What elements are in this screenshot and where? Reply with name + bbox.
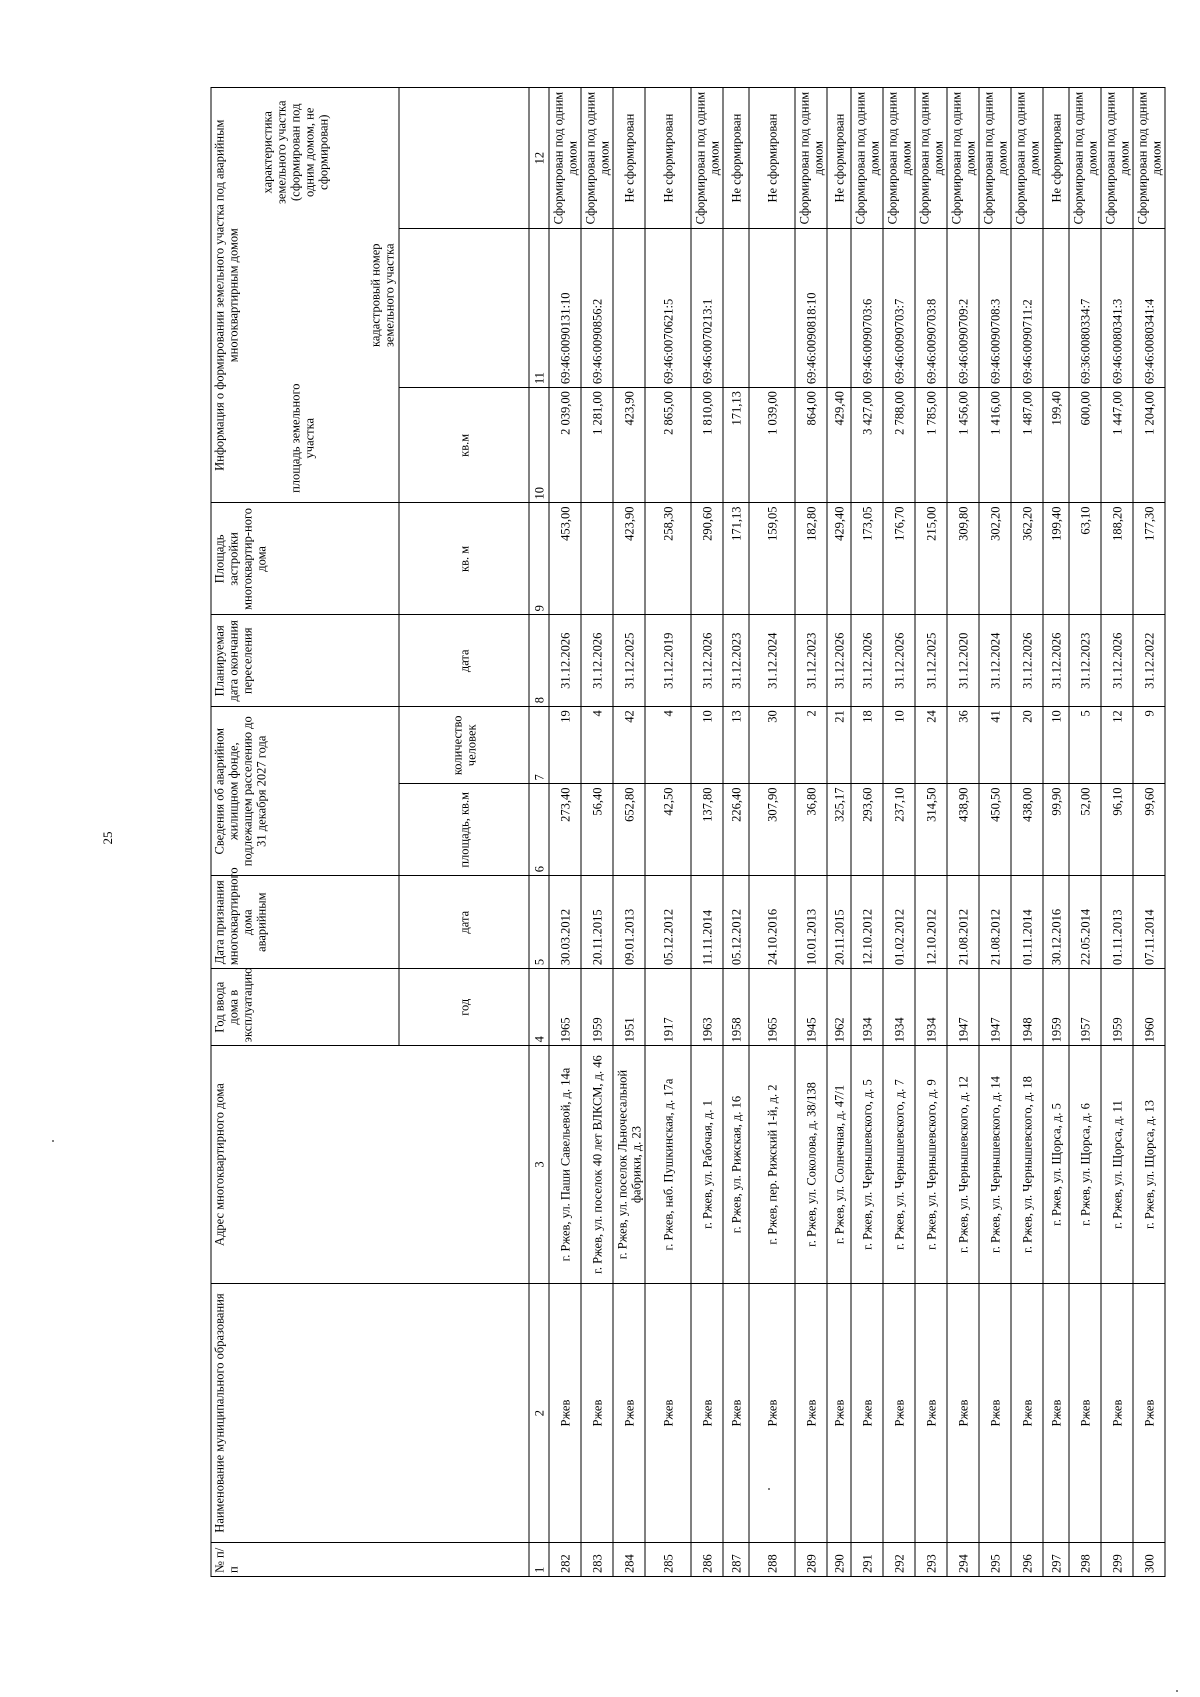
address-cell: г. Ржев, пер. Рижский 1-й, д. 2: [749, 1046, 795, 1283]
table-row: [749, 88, 795, 1577]
year-cell: 1959: [1101, 969, 1133, 1046]
building-area-cell: 159,05: [749, 503, 795, 615]
people-cell: 30: [749, 707, 795, 784]
row-number: 293: [915, 1543, 947, 1577]
header-year: Год ввода дома в эксплуатацию: [211, 969, 399, 1046]
plan-date-cell: 31.12.2026: [549, 615, 581, 707]
unit-status-empty: [399, 88, 529, 229]
address-cell: г. Ржев, ул. Чернышевского, д. 14: [979, 1046, 1011, 1283]
address-cell: г. Ржев, ул. Рабочая, д. 1: [691, 1046, 723, 1283]
cadastral-number-cell: 69:46:0070621:5: [645, 229, 691, 388]
plan-date-cell: 31.12.2022: [1133, 615, 1165, 707]
cadastral-number-cell: 69:46:0090818:10: [795, 229, 827, 388]
header-emergency-date: Дата признания многоквартирного дома аварийным: [211, 876, 399, 969]
year-cell: 1959: [1043, 969, 1069, 1046]
plan-date-cell: 31.12.2024: [749, 615, 795, 707]
land-area-cell: 171,13: [723, 388, 749, 503]
cadastral-number-cell: 69:36:0080334:7: [1069, 229, 1101, 388]
emergency-date-cell: 07.11.2014: [1133, 876, 1165, 969]
building-area-cell: 423,90: [613, 503, 645, 615]
land-status-cell: Сформирован под одним домом: [549, 88, 581, 229]
area-cell: 42,50: [645, 784, 691, 876]
land-status-cell: Сформирован под одним домом: [979, 88, 1011, 229]
land-status-cell: Сформирован под одним домом: [1011, 88, 1043, 229]
row-number: 299: [1101, 1543, 1133, 1577]
year-cell: 1962: [827, 969, 851, 1046]
row-number: 297: [1043, 1543, 1069, 1577]
municipality-cell: Ржев: [691, 1283, 723, 1543]
row-number: 289: [795, 1543, 827, 1577]
column-number: 4: [529, 969, 549, 1046]
year-cell: 1963: [691, 969, 723, 1046]
land-status-cell: Сформирован под одним домом: [691, 88, 723, 229]
table-row: [613, 88, 645, 1577]
row-number: 290: [827, 1543, 851, 1577]
emergency-date-cell: 09.01.2013: [613, 876, 645, 969]
table-row: [691, 88, 723, 1577]
unit-building-area: кв. м: [399, 503, 529, 615]
column-number: 2: [529, 1283, 549, 1543]
municipality-cell: Ржев: [749, 1283, 795, 1543]
land-status-cell: Сформирован под одним домом: [851, 88, 883, 229]
plan-date-cell: 31.12.2026: [827, 615, 851, 707]
year-cell: 1934: [883, 969, 915, 1046]
land-area-cell: 1 785,00: [915, 388, 947, 503]
municipality-cell: Ржев: [723, 1283, 749, 1543]
people-cell: 9: [1133, 707, 1165, 784]
land-status-cell: Сформирован под одним домом: [1101, 88, 1133, 229]
emergency-date-cell: 11.11.2014: [691, 876, 723, 969]
land-status-cell: Не сформирован: [645, 88, 691, 229]
header-land-area: площадь земельного участка: [288, 383, 317, 493]
year-cell: 1965: [549, 969, 581, 1046]
people-cell: 10: [1043, 707, 1069, 784]
row-number: 284: [613, 1543, 645, 1577]
plan-date-cell: 31.12.2023: [795, 615, 827, 707]
header-land-subtable: [249, 91, 398, 499]
area-cell: 307,90: [749, 784, 795, 876]
table-row: [883, 88, 915, 1577]
address-cell: г. Ржев, наб. Пушкинская, д. 17а: [645, 1046, 691, 1283]
building-area-cell: 309,80: [947, 503, 979, 615]
table-row: [795, 88, 827, 1577]
unit-area: площадь, кв.м: [399, 784, 529, 876]
emergency-date-cell: 10.01.2013: [795, 876, 827, 969]
emergency-date-cell: 12.10.2012: [851, 876, 883, 969]
building-area-cell: 182,80: [795, 503, 827, 615]
emergency-date-cell: 30.12.2016: [1043, 876, 1069, 969]
building-area-cell: 177,30: [1133, 503, 1165, 615]
row-number: 288: [749, 1543, 795, 1577]
year-cell: 1934: [915, 969, 947, 1046]
cadastral-number-cell: [749, 229, 795, 388]
row-number: 286: [691, 1543, 723, 1577]
cadastral-number-cell: 69:46:0090856:2: [581, 229, 613, 388]
year-cell: 1960: [1133, 969, 1165, 1046]
plan-date-cell: 31.12.2025: [915, 615, 947, 707]
land-status-cell: Сформирован под одним домом: [947, 88, 979, 229]
land-area-cell: 3 427,00: [851, 388, 883, 503]
municipality-cell: Ржев: [1101, 1283, 1133, 1543]
building-area-cell: 188,20: [1101, 503, 1133, 615]
column-number: 5: [529, 876, 549, 969]
plan-date-cell: 31.12.2026: [851, 615, 883, 707]
rotated-page-content: [211, 87, 1163, 1577]
table-row: [723, 88, 749, 1577]
row-number: 291: [851, 1543, 883, 1577]
row-number: 282: [549, 1543, 581, 1577]
municipality-cell: Ржев: [613, 1283, 645, 1543]
table-row: [827, 88, 851, 1577]
area-cell: 56,40: [581, 784, 613, 876]
building-area-cell: 290,60: [691, 503, 723, 615]
plan-date-cell: 31.12.2026: [581, 615, 613, 707]
land-status-cell: Не сформирован: [723, 88, 749, 229]
emergency-date-cell: 22.05.2014: [1069, 876, 1101, 969]
area-cell: 96,10: [1101, 784, 1133, 876]
cadastral-number-cell: 69:46:0070213:1: [691, 229, 723, 388]
cadastral-number-cell: 69:46:0090708:3: [979, 229, 1011, 388]
cadastral-number-cell: [613, 229, 645, 388]
year-cell: 1948: [1011, 969, 1043, 1046]
column-number-row: [529, 88, 549, 1577]
unit-year: год: [399, 969, 529, 1046]
cadastral-number-cell: 69:46:0090711:2: [1011, 229, 1043, 388]
land-area-cell: 2 788,00: [883, 388, 915, 503]
people-cell: 19: [549, 707, 581, 784]
building-area-cell: 362,20: [1011, 503, 1043, 615]
emergency-date-cell: 01.11.2013: [1101, 876, 1133, 969]
people-cell: 2: [795, 707, 827, 784]
municipality-cell: Ржев: [915, 1283, 947, 1543]
area-cell: 52,00: [1069, 784, 1101, 876]
row-number: 292: [883, 1543, 915, 1577]
building-area-cell: 63,10: [1069, 503, 1101, 615]
address-cell: г. Ржев, ул. Соколова, д. 38/138: [795, 1046, 827, 1283]
row-number: 300: [1133, 1543, 1165, 1577]
year-cell: 1934: [851, 969, 883, 1046]
area-cell: 237,10: [883, 784, 915, 876]
municipality-cell: Ржев: [1069, 1283, 1101, 1543]
address-cell: г. Ржев, ул. Рижская, д. 16: [723, 1046, 749, 1283]
address-cell: г. Ржев, ул. Щорса, д. 11: [1101, 1046, 1133, 1283]
municipality-cell: Ржев: [645, 1283, 691, 1543]
column-number: 12: [529, 88, 549, 229]
table-row: [1069, 88, 1101, 1577]
municipality-cell: Ржев: [795, 1283, 827, 1543]
column-number: 3: [529, 1046, 549, 1283]
people-cell: 5: [1069, 707, 1101, 784]
emergency-date-cell: 20.11.2015: [827, 876, 851, 969]
plan-date-cell: 31.12.2026: [1043, 615, 1069, 707]
address-cell: г. Ржев, ул. Щорса, д. 5: [1043, 1046, 1069, 1283]
table-row: [979, 88, 1011, 1577]
people-cell: 10: [883, 707, 915, 784]
table-row: [1133, 88, 1165, 1577]
land-status-cell: Не сформирован: [749, 88, 795, 229]
row-number: 287: [723, 1543, 749, 1577]
building-area-cell: 453,00: [549, 503, 581, 615]
unit-date: дата: [399, 876, 529, 969]
area-cell: 438,90: [947, 784, 979, 876]
plan-date-cell: 31.12.2025: [613, 615, 645, 707]
column-number: 9: [529, 503, 549, 615]
municipality-cell: Ржев: [1133, 1283, 1165, 1543]
plan-date-cell: 31.12.2024: [979, 615, 1011, 707]
municipality-cell: Ржев: [1011, 1283, 1043, 1543]
land-area-cell: 2 039,00: [549, 388, 581, 503]
unit-cadastral-empty: [399, 229, 529, 388]
table-row: [947, 88, 979, 1577]
municipality-cell: Ржев: [1043, 1283, 1069, 1543]
municipality-cell: Ржев: [549, 1283, 581, 1543]
emergency-housing-table: [211, 87, 1166, 1577]
area-cell: 99,60: [1133, 784, 1165, 876]
land-status-cell: Не сформирован: [613, 88, 645, 229]
cadastral-number-cell: 69:46:0090131:10: [549, 229, 581, 388]
address-cell: г. Ржев, ул. поселок 40 лет ВЛКСМ, д. 46: [581, 1046, 613, 1283]
land-status-cell: Не сформирован: [1043, 88, 1069, 229]
building-area-cell: 199,40: [1043, 503, 1069, 615]
area-cell: 99,90: [1043, 784, 1069, 876]
cadastral-number-cell: 69:46:0090703:6: [851, 229, 883, 388]
emergency-date-cell: 05.12.2012: [723, 876, 749, 969]
people-cell: 20: [1011, 707, 1043, 784]
plan-date-cell: 31.12.2020: [947, 615, 979, 707]
land-area-cell: 1 204,00: [1133, 388, 1165, 503]
table-row: [645, 88, 691, 1577]
year-cell: 1945: [795, 969, 827, 1046]
year-cell: 1965: [749, 969, 795, 1046]
column-number: 6: [529, 784, 549, 876]
land-area-cell: 600,00: [1069, 388, 1101, 503]
page-number: 25: [100, 831, 115, 845]
plan-date-cell: 31.12.2023: [723, 615, 749, 707]
address-cell: г. Ржев, ул. Чернышевского, д. 18: [1011, 1046, 1043, 1283]
emergency-date-cell: 12.10.2012: [915, 876, 947, 969]
people-cell: 12: [1101, 707, 1133, 784]
people-cell: 4: [581, 707, 613, 784]
year-cell: 1947: [947, 969, 979, 1046]
address-cell: г. Ржев, ул. Паши Савельевой, д. 14а: [549, 1046, 581, 1283]
building-area-cell: 429,40: [827, 503, 851, 615]
cadastral-number-cell: 69:46:0090703:8: [915, 229, 947, 388]
building-area-cell: 215,00: [915, 503, 947, 615]
people-cell: 18: [851, 707, 883, 784]
unit-plan-date: дата: [399, 615, 529, 707]
cadastral-number-cell: 69:46:0080341:4: [1133, 229, 1165, 388]
header-land-info-title: Информация о формировании земельного участка под аварийным многоквартирным домом: [212, 119, 241, 471]
municipality-cell: Ржев: [851, 1283, 883, 1543]
building-area-cell: 171,13: [723, 503, 749, 615]
land-status-cell: Сформирован под одним домом: [1069, 88, 1101, 229]
unit-people: количество человек: [399, 707, 529, 784]
land-area-cell: 1 487,00: [1011, 388, 1043, 503]
people-cell: 10: [691, 707, 723, 784]
land-area-cell: 1 281,00: [581, 388, 613, 503]
plan-date-cell: 31.12.2026: [883, 615, 915, 707]
year-cell: 1947: [979, 969, 1011, 1046]
area-cell: 450,50: [979, 784, 1011, 876]
table-row: [1011, 88, 1043, 1577]
land-area-cell: 1 447,00: [1101, 388, 1133, 503]
municipality-cell: Ржев: [581, 1283, 613, 1543]
emergency-date-cell: 01.02.2012: [883, 876, 915, 969]
land-area-cell: 2 865,00: [645, 388, 691, 503]
land-status-cell: Сформирован под одним домом: [581, 88, 613, 229]
header-emergency-fund: Сведения об аварийном жилищном фонде, подлежащем расселению до 31 декабря 2027 года: [211, 707, 399, 876]
row-number: 283: [581, 1543, 613, 1577]
scan-speck: [52, 1140, 54, 1142]
people-cell: 42: [613, 707, 645, 784]
land-status-cell: Сформирован под одним домом: [795, 88, 827, 229]
emergency-date-cell: 21.08.2012: [947, 876, 979, 969]
header-building-area: Площадь застройки многоквартир-ного дома: [211, 503, 399, 615]
land-area-cell: 1 416,00: [979, 388, 1011, 503]
land-area-cell: 199,40: [1043, 388, 1069, 503]
cadastral-number-cell: [1043, 229, 1069, 388]
row-number: 294: [947, 1543, 979, 1577]
cadastral-number-cell: [827, 229, 851, 388]
plan-date-cell: 31.12.2026: [1011, 615, 1043, 707]
address-cell: г. Ржев, ул. Чернышевского, д. 7: [883, 1046, 915, 1283]
area-cell: 438,00: [1011, 784, 1043, 876]
emergency-date-cell: 20.11.2015: [581, 876, 613, 969]
people-cell: 13: [723, 707, 749, 784]
scan-speck: [1176, 1690, 1178, 1692]
municipality-cell: Ржев: [883, 1283, 915, 1543]
area-cell: 137,80: [691, 784, 723, 876]
year-cell: 1917: [645, 969, 691, 1046]
address-cell: г. Ржев, ул. Чернышевского, д. 12: [947, 1046, 979, 1283]
address-cell: г. Ржев, ул. Щорса, д. 13: [1133, 1046, 1165, 1283]
people-cell: 4: [645, 707, 691, 784]
table-body: [549, 88, 1165, 1577]
land-status-cell: Сформирован под одним домом: [1133, 88, 1165, 229]
plan-date-cell: 31.12.2019: [645, 615, 691, 707]
cadastral-number-cell: [723, 229, 749, 388]
header-address: Адрес многоквартирного дома: [211, 1046, 529, 1283]
table-header: [211, 88, 549, 1577]
land-area-cell: 1 810,00: [691, 388, 723, 503]
address-cell: г. Ржев, ул. Чернышевского, д. 5: [851, 1046, 883, 1283]
row-number: 296: [1011, 1543, 1043, 1577]
row-number: 295: [979, 1543, 1011, 1577]
plan-date-cell: 31.12.2026: [1101, 615, 1133, 707]
plan-date-cell: 31.12.2023: [1069, 615, 1101, 707]
land-status-cell: Сформирован под одним домом: [915, 88, 947, 229]
column-number: 11: [529, 229, 549, 388]
table-row: [851, 88, 883, 1577]
column-number: 8: [529, 615, 549, 707]
municipality-cell: Ржев: [979, 1283, 1011, 1543]
row-number: 285: [645, 1543, 691, 1577]
people-cell: 41: [979, 707, 1011, 784]
area-cell: 273,40: [549, 784, 581, 876]
area-cell: 293,60: [851, 784, 883, 876]
municipality-cell: Ржев: [947, 1283, 979, 1543]
header-land-info: [211, 88, 399, 503]
land-area-cell: 1 039,00: [749, 388, 795, 503]
header-municipality: Наименование муниципального образования: [211, 1283, 529, 1543]
building-area-cell: 176,70: [883, 503, 915, 615]
land-area-cell: 423,90: [613, 388, 645, 503]
year-cell: 1957: [1069, 969, 1101, 1046]
area-cell: 36,80: [795, 784, 827, 876]
building-area-cell: 173,05: [851, 503, 883, 615]
address-cell: г. Ржев, ул. Щорса, д. 6: [1069, 1046, 1101, 1283]
column-number: 10: [529, 388, 549, 503]
unit-land-area: кв.м: [399, 388, 529, 503]
year-cell: 1951: [613, 969, 645, 1046]
emergency-date-cell: 05.12.2012: [645, 876, 691, 969]
table-row: [1043, 88, 1069, 1577]
plan-date-cell: 31.12.2026: [691, 615, 723, 707]
emergency-date-cell: 30.03.2012: [549, 876, 581, 969]
address-cell: г. Ржев, ул. Чернышевского, д. 9: [915, 1046, 947, 1283]
column-number: 7: [529, 707, 549, 784]
people-cell: 21: [827, 707, 851, 784]
building-area-cell: 302,20: [979, 503, 1011, 615]
row-number: 298: [1069, 1543, 1101, 1577]
people-cell: 24: [915, 707, 947, 784]
emergency-date-cell: 01.11.2014: [1011, 876, 1043, 969]
address-cell: г. Ржев, ул. поселок Льночесальной фабрики, д. 23: [613, 1046, 645, 1283]
table-row: [915, 88, 947, 1577]
emergency-date-cell: 24.10.2016: [749, 876, 795, 969]
area-cell: 226,40: [723, 784, 749, 876]
land-area-cell: 429,40: [827, 388, 851, 503]
emergency-date-cell: 21.08.2012: [979, 876, 1011, 969]
cadastral-number-cell: 69:46:0090709:2: [947, 229, 979, 388]
area-cell: 314,50: [915, 784, 947, 876]
cadastral-number-cell: 69:46:0090703:7: [883, 229, 915, 388]
land-area-cell: 864,00: [795, 388, 827, 503]
year-cell: 1958: [723, 969, 749, 1046]
area-cell: 325,17: [827, 784, 851, 876]
municipality-cell: Ржев: [827, 1283, 851, 1543]
table-row: [581, 88, 613, 1577]
table-row: [549, 88, 581, 1577]
header-plan-date: Планируемая дата окончания переселения: [211, 615, 399, 707]
land-area-cell: 1 456,00: [947, 388, 979, 503]
land-status-cell: Сформирован под одним домом: [883, 88, 915, 229]
area-cell: 652,80: [613, 784, 645, 876]
header-land-status: характеристика земельного участка (сформирован под одним домом, не сформирован): [260, 100, 331, 205]
people-cell: 36: [947, 707, 979, 784]
land-status-cell: Не сформирован: [827, 88, 851, 229]
building-area-cell: [581, 503, 613, 615]
table-row: [1101, 88, 1133, 1577]
address-cell: г. Ржев, ул. Солнечная, д. 47/1: [827, 1046, 851, 1283]
column-number: 1: [529, 1543, 549, 1577]
year-cell: 1959: [581, 969, 613, 1046]
building-area-cell: 258,30: [645, 503, 691, 615]
header-number: № п/п: [211, 1543, 529, 1577]
cadastral-number-cell: 69:46:0080341:3: [1101, 229, 1133, 388]
header-cadastral-number: кадастровый номер земельного участка: [368, 243, 397, 348]
